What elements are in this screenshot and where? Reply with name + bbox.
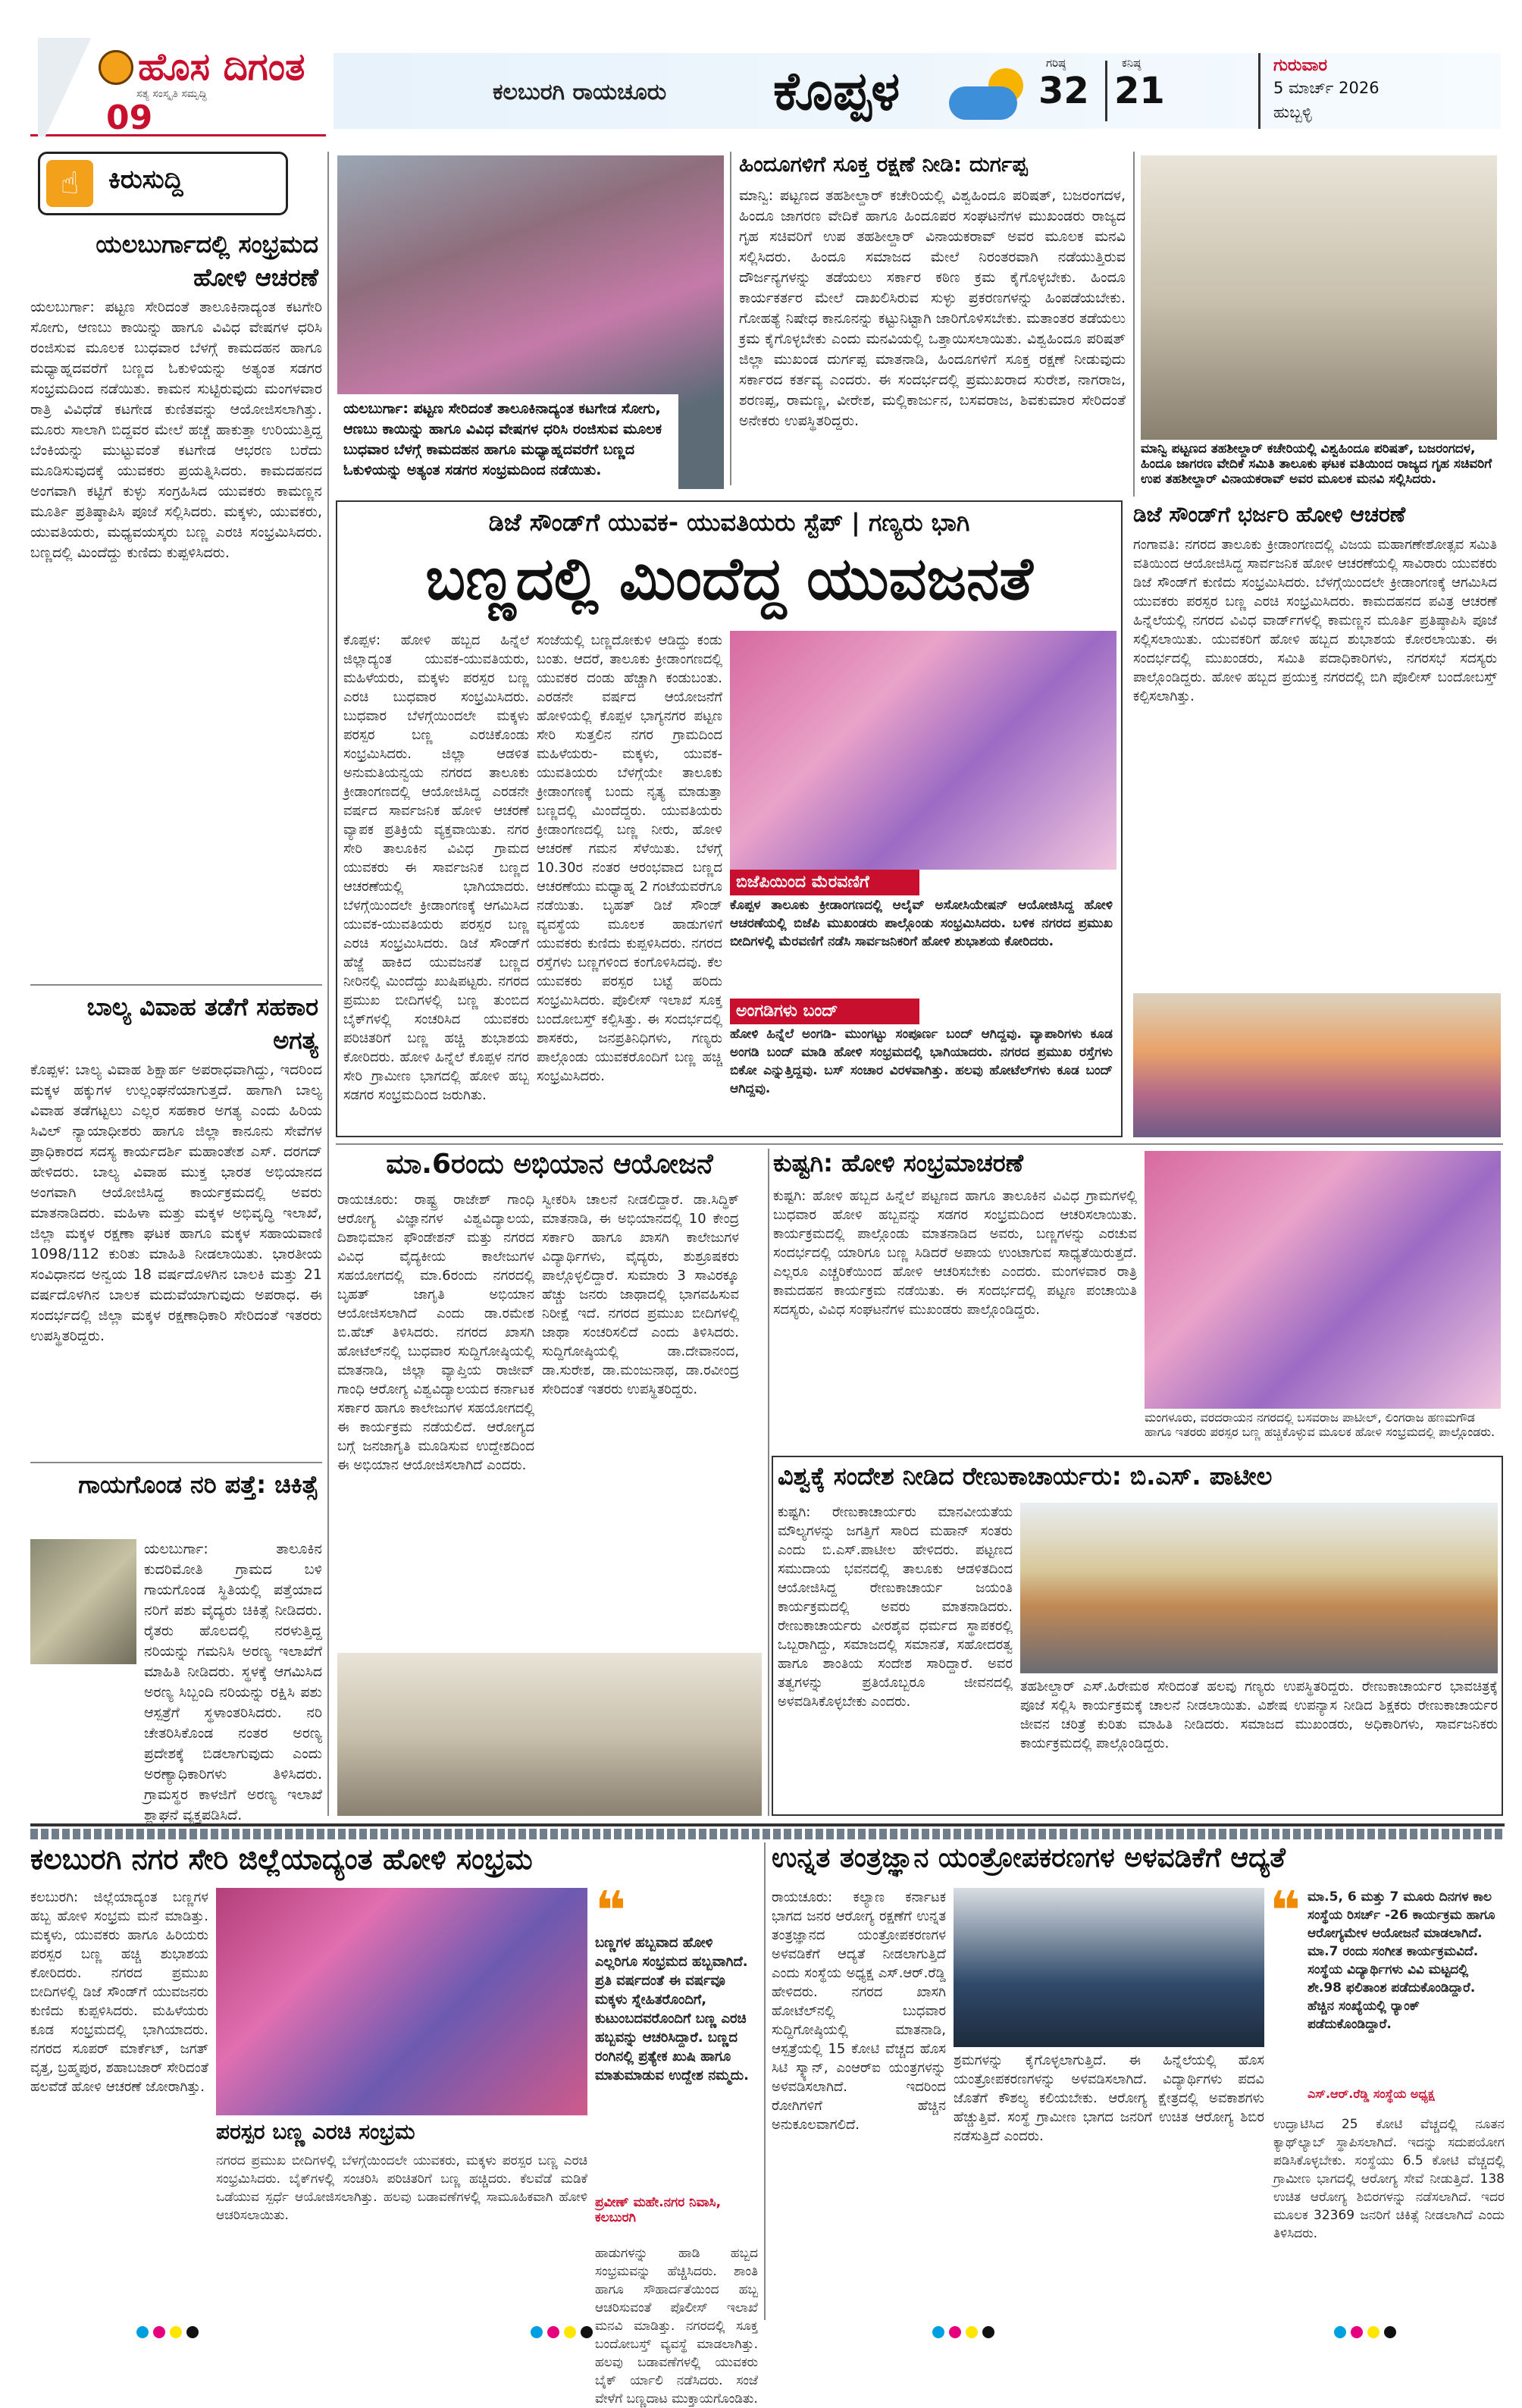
- masthead-band: [334, 53, 1501, 129]
- page-number: 09: [106, 99, 153, 137]
- briefs-label: ಕಿರುಸುದ್ದಿ: [108, 165, 183, 195]
- brief-divider: [30, 984, 322, 986]
- paper-tagline: ಸತ್ಯ ಸಂಸ್ಕೃತಿ ಸಮೃದ್ಧಿ: [136, 88, 207, 100]
- kushtagi-headline: ಕುಷ್ಟಗಿ: ಹೋಳಿ ಸಂಭ್ರಮಾಚರಣೆ: [773, 1149, 1023, 1177]
- column-rule: [1133, 152, 1135, 497]
- masthead-logo-bg: [30, 38, 326, 136]
- tech-quote-author: ಎಸ್.ಆರ್.ರೆಡ್ಡಿ ಸಂಸ್ಥೆಯ ಅಧ್ಯಕ್ಷ: [1307, 2087, 1435, 2101]
- column-rule: [327, 152, 329, 1816]
- briefs-label-box: [38, 152, 288, 215]
- manvi-photo: [1141, 155, 1497, 440]
- durgappa-text: ಮಾನ್ವಿ: ಪಟ್ಟಣದ ತಹಶೀಲ್ದಾರ್ ಕಚೇರಿಯಲ್ಲಿ ವಿಶ್ವಹಿಂದೂ ಪರಿಷತ್, ಬಜರಂಗದಳ, ಹಿಂದೂ ಜಾಗರಣ ವೇದಿಕೆ ಹಾಗೂ ಹಿಂದೂಪರ ಸಂಘಟನೆಗಳ ಮುಖಂಡರು ರಾಜ್ಯದ ಗೃಹ ಸಚಿವರಿಗೆ ಉಪ ತಹಶೀಲ್ದಾರ್ ವಿನಾಯಕರಾವ್ ಅವರ ಮೂಲಕ ಮನವಿ ಸಲ್ಲಿಸಿದರು. ಹಿಂದೂ ಸಮಾಜದ ಮೇಲೆ ನಿರಂತರವಾಗಿ ನಡೆಯುತ್ತಿರುವ ದೌರ್ಜನ್ಯಗಳನ್ನು ತಡೆಯಲು ಸರ್ಕಾರ ಕಠಿಣ ಕ್ರಮ ಕೈಗೊಳ್ಳಬೇಕು. ಹಿಂದೂ ಕಾರ್ಯಕರ್ತರ ಮೇಲೆ ದಾಖಲಿಸಿರುವ ಸುಳ್ಳು ಪ್ರಕರಣಗಳನ್ನು ಹಿಂಪಡೆಯಬೇಕು. ಗೋಹತ್ಯೆ ನಿಷೇಧ ಕಾನೂನನ್ನು ಕಟ್ಟುನಿಟ್ಟಾಗಿ ಜಾರಿಗೊಳಿಸಬೇಕು. ಮತಾಂತರ ತಡೆಯಲು ಕ್ರಮ ಕೈಗೊಳ್ಳಬೇಕು ಎಂದು ಮನವಿಯಲ್ಲಿ ಒತ್ತಾಯಿಸಲಾಯಿತು. ವಿಶ್ವಹಿಂದೂ ಪರಿಷತ್ ಜಿಲ್ಲಾ ಮುಖಂಡ ದುರ್ಗಪ್ಪ ಮಾತನಾಡಿ, ಹಿಂದೂಗಳಿಗೆ ಸೂಕ್ತ ರಕ್ಷಣೆ ನೀಡುವುದು ಸರ್ಕಾರದ ಕರ್ತವ್ಯ ಎಂದರು. ಈ ಸಂದರ್ಭದಲ್ಲಿ ಪ್ರಮುಖರಾದ ಸುರೇಶ, ನಾಗರಾಜ, ಶರಣಪ್ಪ, ರಾಮಣ್ಣ, ವೀರೇಶ, ಮಲ್ಲಿಕಾರ್ಜುನ, ಬಸವರಾಜ, ಶಿವಕುಮಾರ ಸೇರಿದಂತೆ ಅನೇಕರು ಉಪಸ್ಥಿತರಿದ್ದರು.: [739, 187, 1126, 429]
- renukacharya-col2: ತಹಶೀಲ್ದಾರ್ ಎಸ್.ಹಿರೇಮಠ ಸೇರಿದಂತೆ ಹಲವು ಗಣ್ಯರು ಉಪಸ್ಥಿತರಿದ್ದರು. ರೇಣುಕಾಚಾರ್ಯರ ಭಾವಚಿತ್ರಕ್ಕೆ ಪೂಜೆ ಸಲ್ಲಿಸಿ ಕಾರ್ಯಕ್ರಮಕ್ಕೆ ಚಾಲನೆ ನೀಡಲಾಯಿತು. ವಿಶೇಷ ಉಪನ್ಯಾಸ ನೀಡಿದ ಶಿಕ್ಷಕರು ರೇಣುಕಾಚಾರ್ಯರ ಜೀವನ ಚರಿತ್ರೆ ಕುರಿತು ಮಾಹಿತಿ ನೀಡಿದರು. ಸಮಾಜದ ಮುಖಂಡರು, ಅಧಿಕಾರಿಗಳು, ಸಾರ್ವಜನಿಕರು ಕಾರ್ಯಕ್ರಮದಲ್ಲಿ ಪಾಲ್ಗೊಂಡಿದ್ದರು.: [1020, 1679, 1498, 1751]
- column-rule: [768, 1149, 769, 1816]
- bottom-banner: [30, 1829, 1505, 1839]
- campaign-headline: ಮಾ.6ರಂದು ಅಭಿಯಾನ ಆಯೋಜನೆ: [386, 1149, 713, 1180]
- briefs-column: [30, 152, 322, 1823]
- kushtagi-text: ಕುಷ್ಟಗಿ: ಹೋಳಿ ಹಬ್ಬದ ಹಿನ್ನೆಲೆ ಪಟ್ಟಣದ ಹಾಗೂ ತಾಲೂಕಿನ ವಿವಿಧ ಗ್ರಾಮಗಳಲ್ಲಿ ಬುಧವಾರ ಹೋಳಿ ಹಬ್ಬವನ್ನು ಸಡಗರ ಸಂಭ್ರಮದಿಂದ ಆಚರಿಸಲಾಯಿತು. ಕಾರ್ಯಕ್ರಮದಲ್ಲಿ ಪಾಲ್ಗೊಂಡು ಮಾತನಾಡಿದ ಅವರು, ಬಣ್ಣಗಳನ್ನು ಎರಚುವ ಸಂದರ್ಭದಲ್ಲಿ ಯಾರಿಗೂ ಬಣ್ಣ ಸಿಡಿದರೆ ಅಪಾಯ ಉಂಟಾಗುವ ಸಾಧ್ಯತೆಯಿರುತ್ತದೆ. ಎಲ್ಲರೂ ಎಚ್ಚರಿಕೆಯಿಂದ ಹೋಳಿ ಆಚರಿಸಬೇಕು ಎಂದರು. ಮಂಗಳವಾರ ರಾತ್ರಿ ಕಾಮದಹನ ಕಾರ್ಯಕ್ರಮ ನಡೆಯಿತು. ಈ ಸಂದರ್ಭದಲ್ಲಿ ಪಟ್ಟಣ ಪಂಚಾಯಿತಿ ಸದಸ್ಯರು, ವಿವಿಧ ಸಂಘಟನೆಗಳ ಮುಖಂಡರು ಪಾಲ್ಗೊಂಡಿದ್ದರು.: [773, 1188, 1137, 1318]
- masthead-slant: [38, 38, 99, 136]
- kushtagi-caption: ಮಂಗಳೂರು, ವರದರಾಯನ ನಗರದಲ್ಲಿ ಬಸವರಾಜ ಪಾಟೀಲ್, ಲಿಂಗರಾಜ ಹಣಮಗೌಡ ಹಾಗೂ ಇತರರು ಪರಸ್ಪರ ಬಣ್ಣ ಹಚ್ಚಿಕೊಳ್ಳುವ ಮೂಲಕ ಹೋಳಿ ಸಂಭ್ರಮದಲ್ಲಿ ಪಾಲ್ಗೊಂಡರು.: [1145, 1410, 1501, 1456]
- quote-icon: ❝: [1270, 1880, 1301, 1942]
- kalaburagi-quote-author: ಪ್ರವೀಣ್ ಮಹೇ.ನಗರ ನಿವಾಸಿ, ಕಲಬುರಗಿ: [595, 2195, 722, 2225]
- brief1-title: ಯಲಬುರ್ಗಾದಲ್ಲಿ ಸಂಭ್ರಮದ ಹೋಳಿ ಆಚರಣೆ: [96, 230, 318, 292]
- main-col1: ಕೊಪ್ಪಳ: ಹೋಳಿ ಹಬ್ಬದ ಹಿನ್ನೆಲೆ ಜಿಲ್ಲಾದ್ಯಂತ ಯುವಕ-ಯುವತಿಯರು, ಮಹಿಳೆಯರು, ಮಕ್ಕಳು ಪರಸ್ಪರ ಬಣ್ಣ ಎರಚಿ ಬುಧವಾರ ಸಂಭ್ರಮಿಸಿದರು. ಬುಧವಾರ ಬೆಳಗ್ಗೆಯಿಂದಲೇ ಮಕ್ಕಳು ಪರಸ್ಪರ ಬಣ್ಣ ಎರಚಿಕೊಂಡು ಸಂಭ್ರಮಿಸಿದರು. ಜಿಲ್ಲಾ ಆಡಳಿತ ಅನುಮತಿಯನ್ವಯ ನಗರದ ತಾಲೂಕು ಕ್ರೀಡಾಂಗಣದಲ್ಲಿ ಆಯೋಜಿಸಿದ್ದ ಎರಡನೇ ವರ್ಷದ ಸಾರ್ವಜನಿಕ ಹೋಳಿ ಆಚರಣೆ ವ್ಯಾಪಕ ಪ್ರತಿಕ್ರಿಯೆ ವ್ಯಕ್ತವಾಯಿತು. ನಗರ ಸೇರಿ ತಾಲೂಕಿನ ವಿವಿಧ ಗ್ರಾಮದ ಯುವಕರು ಈ ಸಾರ್ವಜನಿಕ ಬಣ್ಣದ ಆಚರಣೆಯಲ್ಲಿ ಭಾಗಿಯಾದರು. ಬೆಳಗ್ಗೆಯಿಂದಲೇ ಕ್ರೀಡಾಂಗಣಕ್ಕೆ ಆಗಮಿಸಿದ ಯುವಕ-ಯುವತಿಯರು ಪರಸ್ಪರ ಬಣ್ಣ ಎರಚಿ ಸಂಭ್ರಮಿಸಿದರು. ಡಿಜೆ ಸೌಂಡ್‌ಗೆ ಹೆಜ್ಜೆ ಹಾಕಿದ ಯುವಜನತೆ ಬಣ್ಣದ ನೀರಿನಲ್ಲಿ ಮಿಂದೆದ್ದು ಖುಷಿಪಟ್ಟರು. ನಗರದ ಪ್ರಮುಖ ಬೀದಿಗಳಲ್ಲಿ ಬಣ್ಣ ತುಂಬಿದ ಬೈಕ್‌ಗಳಲ್ಲಿ ಸಂಚರಿಸಿದ ಯುವಕರು ಪರಿಚಿತರಿಗೆ ಬಣ್ಣ ಹಚ್ಚಿ ಶುಭಾಶಯ ಕೋರಿದರು. ಹೋಳಿ ಹಿನ್ನೆಲೆ ಕೊಪ್ಪಳ ನಗರ ಸೇರಿ ಗ್ರಾಮೀಣ ಭಾಗದಲ್ಲಿ ಹೋಳಿ ಹಬ್ಬ ಸಡಗರ ಸಂಭ್ರಮದಿಂದ ಜರುಗಿತು.: [343, 632, 529, 1103]
- kushtagi-photo: [1145, 1151, 1501, 1409]
- kalaburagi-col2: ಹಾಡುಗಳನ್ನು ಹಾಡಿ ಹಬ್ಬದ ಸಂಭ್ರಮವನ್ನು ಹೆಚ್ಚಿಸಿದರು. ಶಾಂತಿ ಹಾಗೂ ಸೌಹಾರ್ದತೆಯಿಂದ ಹಬ್ಬ ಆಚರಿಸುವಂತೆ ಪೊಲೀಸ್ ಇಲಾಖೆ ಮನವಿ ಮಾಡಿತ್ತು. ನಗರದಲ್ಲಿ ಸೂಕ್ತ ಬಂದೋಬಸ್ತ್ ವ್ಯವಸ್ಥೆ ಮಾಡಲಾಗಿತ್ತು. ಹಲವು ಬಡಾವಣೆಗಳಲ್ಲಿ ಯುವಕರು ಬೈಕ್ ರ್ಯಾಲಿ ನಡೆಸಿದರು. ಸಂಜೆ ವೇಳೆಗೆ ಬಣ್ಣದಾಟ ಮುಕ್ತಾಯಗೊಂಡಿತು.: [595, 2246, 758, 2406]
- registration-marks: [136, 2326, 243, 2343]
- kalaburagi-photo-label: ಪರಸ್ಪರ ಬಣ್ಣ ಎರಚಿ ಸಂಭ್ರಮ: [216, 2119, 415, 2144]
- renukacharya-headline: ವಿಶ್ವಕ್ಕೆ ಸಂದೇಶ ನೀಡಿದ ರೇಣುಕಾಚಾರ್ಯರು: ಬಿ.ಎಸ್. ಪಾಟೀಲ: [778, 1462, 1273, 1491]
- column-rule: [764, 1842, 766, 2320]
- tech-photo: [954, 1888, 1264, 2047]
- logo-emblem-icon: [99, 50, 133, 85]
- renukacharya-photo: [1020, 1503, 1498, 1673]
- masthead: [30, 38, 1501, 144]
- city-name: ಕೊಪ್ಪಳ: [773, 60, 900, 122]
- campaign-col2: ಸ್ವೀಕರಿಸಿ ಚಾಲನೆ ನೀಡಲಿದ್ದಾರೆ. ಡಾ.ಸಿದ್ಧಿಕ್ ಮಾತನಾಡಿ, ಈ ಅಭಿಯಾನದಲ್ಲಿ 10 ಕೇಂದ್ರ ಸರ್ಕಾರಿ ಹಾಗೂ ಖಾಸಗಿ ಕಾಲೇಜುಗಳ ವಿದ್ಯಾರ್ಥಿಗಳು, ವೈದ್ಯರು, ಶುಶ್ರೂಷಕರು ಪಾಲ್ಗೊಳ್ಳಲಿದ್ದಾರೆ. ಸುಮಾರು 3 ಸಾವಿರಕ್ಕೂ ಹೆಚ್ಚು ಜನರು ಜಾಥಾದಲ್ಲಿ ಭಾಗವಹಿಸುವ ನಿರೀಕ್ಷೆ ಇದೆ. ನಗರದ ಪ್ರಮುಖ ಬೀದಿಗಳಲ್ಲಿ ಜಾಥಾ ಸಂಚರಿಸಲಿದೆ ಎಂದು ತಿಳಿಸಿದರು. ಸುದ್ದಿಗೋಷ್ಠಿಯಲ್ಲಿ ಡಾ.ದೇವಾನಂದ, ಡಾ.ಸುರೇಶ, ಡಾ.ಮಂಜುನಾಥ, ಡಾ.ರವೀಂದ್ರ ಸೇರಿದಂತೆ ಇತರರು ಉಪಸ್ಥಿತರಿದ್ದರು.: [542, 1192, 739, 1397]
- kalaburagi-quote: ಬಣ್ಣಗಳ ಹಬ್ಬವಾದ ಹೋಳಿ ಎಲ್ಲರಿಗೂ ಸಂಭ್ರಮದ ಹಬ್ಬವಾಗಿದೆ. ಪ್ರತಿ ವರ್ಷದಂತೆ ಈ ವರ್ಷವೂ ಮಕ್ಕಳು ಸ್ನೇಹಿತರೊಂದಿಗೆ, ಕುಟುಂಬದವರೊಂದಿಗೆ ಬಣ್ಣ ಎರಚಿ ಹಬ್ಬವನ್ನು ಆಚರಿಸಿದ್ದಾರೆ. ಬಣ್ಣದ ರಂಗಿನಲ್ಲಿ ಪ್ರತ್ಯೇಕ ಖುಷಿ ಹಾಗೂ ಮಾತುಮಾಡುವ ಉದ್ದೇಶ ನಮ್ಮದು.: [595, 1935, 749, 2083]
- tech-headline: ಉನ್ನತ ತಂತ್ರಜ್ಞಾನ ಯಂತ್ರೋಪಕರಣಗಳ ಅಳವಡಿಕೆಗೆ ಆದ್ಯತೆ: [772, 1842, 1286, 1873]
- section-divider: [336, 1143, 1503, 1145]
- paper-name: ಹೊಸ ದಿಗಂತ: [138, 44, 305, 89]
- kalaburagi-photo-text: ನಗರದ ಪ್ರಮುಖ ಬೀದಿಗಳಲ್ಲಿ ಬೆಳಗ್ಗೆಯಿಂದಲೇ ಯುವಕರು, ಮಕ್ಕಳು ಪರಸ್ಪರ ಬಣ್ಣ ಎರಚಿ ಸಂಭ್ರಮಿಸಿದರು. ಬೈಕ್‌ಗಳಲ್ಲಿ ಸಂಚರಿಸಿ ಪರಿಚಿತರಿಗೆ ಬಣ್ಣ ಹಚ್ಚಿದರು. ಕೆಲವೆಡೆ ಮಡಿಕೆ ಒಡೆಯುವ ಸ್ಪರ್ಧೆ ಆಯೋಜಿಸಲಾಗಿತ್ತು. ಹಲವು ಬಡಾವಣೆಗಳಲ್ಲಿ ಸಾಮೂಹಿಕವಾಗಿ ಹೋಳಿ ಆಚರಿಸಲಾಯಿತು.: [216, 2153, 587, 2223]
- gangavati-text: ಗಂಗಾವತಿ: ನಗರದ ತಾಲೂಕು ಕ್ರೀಡಾಂಗಣದಲ್ಲಿ ವಿಜಯ ಮಹಾಗಣೇಶೋತ್ಸವ ಸಮಿತಿ ವತಿಯಿಂದ ಆಯೋಜಿಸಿದ್ದ ಸಾರ್ವಜನಿಕ ಹೋಳಿ ಆಚರಣೆಯಲ್ಲಿ ಸಾವಿರಾರು ಯುವಕರು ಡಿಜೆ ಸೌಂಡ್‌ಗೆ ಕುಣಿದು ಸಂಭ್ರಮಿಸಿದರು. ಬೆಳಗ್ಗೆಯಿಂದಲೇ ಕ್ರೀಡಾಂಗಣಕ್ಕೆ ಆಗಮಿಸಿದ ಯುವಕರು ಪರಸ್ಪರ ಬಣ್ಣ ಎರಚಿ ಸಂಭ್ರಮಿಸಿದರು. ಕಾಮದಹನದ ಪವಿತ್ರ ಆಚರಣೆ ಹಿನ್ನೆಲೆಯಲ್ಲಿ ನಗರದ ವಿವಿಧ ವಾರ್ಡ್‌ಗಳಲ್ಲಿ ಕಾಮಣ್ಣನ ಮೂರ್ತಿ ಪ್ರತಿಷ್ಠಾಪಿಸಿ ಪೂಜೆ ಸಲ್ಲಿಸಲಾಯಿತು. ಯುವಕರಿಗೆ ಹೋಳಿ ಹಬ್ಬದ ಶುಭಾಶಯ ಕೋರಲಾಯಿತು. ಈ ಸಂದರ್ಭದಲ್ಲಿ ಮುಖಂಡರು, ಸಮಿತಿ ಪದಾಧಿಕಾರಿಗಳು, ನಗರಸಭೆ ಸದಸ್ಯರು ಪಾಲ್ಗೊಂಡಿದ್ದರು. ಹೋಳಿ ಹಬ್ಬದ ಪ್ರಯುಕ್ತ ನಗರದಲ್ಲಿ ಬಿಗಿ ಪೊಲೀಸ್ ಬಂದೋಬಸ್ತ್ ಕಲ್ಪಿಸಲಾಗಿತ್ತು.: [1133, 537, 1497, 704]
- section-divider: [30, 1823, 1505, 1826]
- temp-divider: [1105, 61, 1107, 121]
- tech-quote: ಮಾ.5, 6 ಮತ್ತು 7 ಮೂರು ದಿನಗಳ ಕಾಲ ಸಂಸ್ಥೆಯ ರಿಸರ್ಚ್ -26 ಕಾರ್ಯಕ್ರಮ ಹಾಗೂ ಆರೋಗ್ಯಮೇಳ ಆಯೋಜನೆ ಮಾಡಲಾಗಿದೆ. ಮಾ.7 ರಂದು ಸಂಗೀತ ಕಾರ್ಯಕ್ರಮವಿದೆ. ಸಂಸ್ಥೆಯ ವಿದ್ಯಾರ್ಥಿಗಳು ವಿವಿ ಮಟ್ಟದಲ್ಲಿ ಶೇ.98 ಫಲಿತಾಂಶ ಪಡೆದುಕೊಂಡಿದ್ದಾರೆ. ಹೆಚ್ಚಿನ ಸಂಖ್ಯೆಯಲ್ಲಿ ರ‍್ಯಾಂಕ್ ಪಡೆದುಕೊಂಡಿದ್ದಾರೆ.: [1307, 1889, 1495, 2032]
- kalaburagi-col1: ಕಲಬುರಗಿ: ಜಿಲ್ಲೆಯಾದ್ಯಂತ ಬಣ್ಣಗಳ ಹಬ್ಬ ಹೋಳಿ ಸಂಭ್ರಮ ಮನೆ ಮಾಡಿತ್ತು. ಮಕ್ಕಳು, ಯುವಕರು ಹಾಗೂ ಹಿರಿಯರು ಪರಸ್ಪರ ಬಣ್ಣ ಹಚ್ಚಿ ಶುಭಾಶಯ ಕೋರಿದರು. ನಗರದ ಪ್ರಮುಖ ಬೀದಿಗಳಲ್ಲಿ ಡಿಜೆ ಸೌಂಡ್‌ಗೆ ಯುವಜನರು ಕುಣಿದು ಕುಪ್ಪಳಿಸಿದರು. ಮಹಿಳೆಯರು ಕೂಡ ಸಂಭ್ರಮದಲ್ಲಿ ಭಾಗಿಯಾದರು. ನಗರದ ಸೂಪರ್ ಮಾರ್ಕೆಟ್, ಜಗತ್ ವೃತ್ತ, ಬ್ರಹ್ಮಪುರ, ಶಹಾಬಜಾರ್ ಸೇರಿದಂತೆ ಹಲವೆಡೆ ಹೋಳಿ ಆಚರಣೆ ಜೋರಾಗಿತ್ತು.: [30, 1889, 208, 2095]
- brief3-text: ಯಲಬುರ್ಗಾ: ತಾಲೂಕಿನ ಕುದರಿಮೋತಿ ಗ್ರಾಮದ ಬಳಿ ಗಾಯಗೊಂಡ ಸ್ಥಿತಿಯಲ್ಲಿ ಪತ್ತೆಯಾದ ನರಿಗೆ ಪಶು ವೈದ್ಯರು ಚಿಕಿತ್ಸೆ ನೀಡಿದರು. ರೈತರು ಹೊಲದಲ್ಲಿ ನರಳುತ್ತಿದ್ದ ನರಿಯನ್ನು ಗಮನಿಸಿ ಅರಣ್ಯ ಇಲಾಖೆಗೆ ಮಾಹಿತಿ ನೀಡಿದರು. ಸ್ಥಳಕ್ಕೆ ಆಗಮಿಸಿದ ಅರಣ್ಯ ಸಿಬ್ಬಂದಿ ನರಿಯನ್ನು ರಕ್ಷಿಸಿ ಪಶು ಆಸ್ಪತ್ರೆಗೆ ಸ್ಥಳಾಂತರಿಸಿದರು. ನರಿ ಚೇತರಿಸಿಕೊಂಡ ನಂತರ ಅರಣ್ಯ ಪ್ರದೇಶಕ್ಕೆ ಬಿಡಲಾಗುವುದು ಎಂದು ಅರಣ್ಯಾಧಿಕಾರಿಗಳು ತಿಳಿಸಿದರು. ಗ್ರಾಮಸ್ಥರ ಕಾಳಜಿಗೆ ಅರಣ್ಯ ಇಲಾಖೆ ಶ್ಲಾಘನೆ ವ್ಯಕ್ತಪಡಿಸಿದೆ.: [144, 1541, 322, 1823]
- registration-marks: [1334, 2326, 1440, 2343]
- renukacharya-col1: ಕುಷ್ಟಗಿ: ರೇಣುಕಾಚಾರ್ಯರು ಮಾನವೀಯತೆಯ ಮೌಲ್ಯಗಳನ್ನು ಜಗತ್ತಿಗೆ ಸಾರಿದ ಮಹಾನ್ ಸಂತರು ಎಂದು ಬಿ.ಎಸ್.ಪಾಟೀಲ ಹೇಳಿದರು. ಪಟ್ಟಣದ ಸಮುದಾಯ ಭವನದಲ್ಲಿ ತಾಲೂಕು ಆಡಳಿತದಿಂದ ಆಯೋಜಿಸಿದ್ದ ರೇಣುಕಾಚಾರ್ಯ ಜಯಂತಿ ಕಾರ್ಯಕ್ರಮದಲ್ಲಿ ಅವರು ಮಾತನಾಡಿದರು. ರೇಣುಕಾಚಾರ್ಯರು ವೀರಶೈವ ಧರ್ಮದ ಸ್ಥಾಪಕರಲ್ಲಿ ಒಬ್ಬರಾಗಿದ್ದು, ಸಮಾಜದಲ್ಲಿ ಸಮಾನತೆ, ಸಹೋದರತ್ವ ಹಾಗೂ ಶಾಂತಿಯ ಸಂದೇಶ ಸಾರಿದ್ದಾರೆ. ಅವರ ತತ್ವಗಳನ್ನು ಪ್ರತಿಯೊಬ್ಬರೂ ಜೀವನದಲ್ಲಿ ಅಳವಡಿಸಿಕೊಳ್ಳಬೇಕು ಎಂದರು.: [778, 1504, 1013, 1710]
- region-label: ಕಲಬುರಗಿ ರಾಯಚೂರು: [493, 79, 667, 105]
- kalaburagi-photo: [216, 1888, 587, 2115]
- registration-marks: [531, 2326, 637, 2343]
- brief-divider: [30, 1462, 322, 1463]
- top-photo-caption: ಯಲಬುರ್ಗಾ: ಪಟ್ಟಣ ಸೇರಿದಂತೆ ತಾಲೂಕಿನಾದ್ಯಂತ ಕಟಗೇಡ ಸೋಗು, ಆಣಬು ಕಾಯಿನ್ನು ಹಾಗೂ ವಿವಿಧ ವೇಷಗಳ ಧರಿಸಿ ರಂಜಿಸುವ ಮೂಲಕ ಬುಧವಾರ ಬೆಳಗ್ಗೆ ಕಾಮದಹನ ಹಾಗೂ ಮಧ್ಯಾಹ್ನದವರೆಗೆ ಬಣ್ಣದ ಓಕುಳಿಯನ್ನು ಅತ್ಯಂತ ಸಡಗರ ಸಂಭ್ರಮದಿಂದ ನಡೆಯಿತು.: [337, 394, 678, 512]
- kalaburagi-headline: ಕಲಬುರಗಿ ನಗರ ಸೇರಿ ಜಿಲ್ಲೆಯಾದ್ಯಂತ ಹೋಳಿ ಸಂಭ್ರಮ: [30, 1842, 533, 1876]
- bjp-text: ಕೊಪ್ಪಳ ತಾಲೂಕು ಕ್ರೀಡಾಂಗಣದಲ್ಲಿ ಆಲೈವ್ ಅಸೋಸಿಯೇಷನ್ ಆಯೋಜಿಸಿದ್ದ ಹೋಳಿ ಆಚರಣೆಯಲ್ಲಿ ಬಿಜೆಪಿ ಮುಖಂಡರು ಪಾಲ್ಗೊಂಡು ಸಂಭ್ರಮಿಸಿದರು. ಬಳಿಕ ನಗರದ ಪ್ರಮುಖ ಬೀದಿಗಳಲ್ಲಿ ಮೆರವಣಿಗೆ ನಡೆಸಿ ಸಾರ್ವಜನಿಕರಿಗೆ ಹೋಳಿ ಶುಭಾಶಯ ಕೋರಿದರು.: [730, 898, 1113, 949]
- column-rule: [730, 152, 731, 485]
- main-holi-photo: [730, 631, 1116, 870]
- brief1-text: ಯಲಬುರ್ಗಾ: ಪಟ್ಟಣ ಸೇರಿದಂತೆ ತಾಲೂಕಿನಾದ್ಯಂತ ಕಟಗೇರಿ ಸೋಗು, ಆಣಬು ಕಾಯಿನ್ನು ಹಾಗೂ ವಿವಿಧ ವೇಷಗಳ ಧರಿಸಿ ರಂಜಿಸುವ ಮೂಲಕ ಬುಧವಾರ ಬೆಳಗ್ಗೆ ಕಾಮದಹನ ಹಾಗೂ ಮಧ್ಯಾಹ್ನದವರೆಗೆ ಬಣ್ಣದ ಓಕುಳಿಯನ್ನು ಅತ್ಯಂತ ಸಡಗರ ಸಂಭ್ರಮದಿಂದ ನಡೆಯಿತು. ಕಾಮನ ಸುಟ್ಟಿರುವುದು ಮಂಗಳವಾರ ರಾತ್ರಿ ವಿವಿಧೆಡೆ ಕಟಗೇಡ ಕುಣಿತವನ್ನು ಆಯೋಜಿಸಲಾಗಿತ್ತು. ಮೂರು ಸಾಲಾಗಿ ಬಿದ್ದವರ ಮೇಲೆ ಹಚ್ಚೆ ಹಾಕುತ್ತಾ ಉರಿಯುತ್ತಿದ್ದ ಬೆಂಕಿಯನ್ನು ಮುಟ್ಟುವಂತೆ ಕಟಗೇಡ ಆಭರಣ ಬರೆದು ಮೂಡಿಸುವುದಕ್ಕೆ ಯುವಕರು ಪ್ರಯತ್ನಿಸಿದರು. ಕಾಮದಹನದ ಅಂಗವಾಗಿ ಕಟ್ಟಿಗೆ ಕುಳ್ಳು ಸಂಗ್ರಹಿಸಿದ ಯುವಕರು ಕಾಮಣ್ಣನ ಮೂರ್ತಿ ಪ್ರತಿಷ್ಠಾಪಿಸಿ ಪೂಜೆ ಸಲ್ಲಿಸಿದರು. ಮಕ್ಕಳು, ಯುವಕರು, ಯುವತಿಯರು, ಮಧ್ಯವಯಸ್ಕರು ಬಣ್ಣ ಎರಚಿ ಸಂಭ್ರಮಿಸಿದರು. ಬಣ್ಣದಲ್ಲಿ ಮಿಂದೆದ್ದು ಕುಣಿದು ಕುಪ್ಪಳಿಸಿದರು.: [30, 299, 322, 561]
- max-temp-label: ಗರಿಷ್ಠ: [1046, 56, 1066, 70]
- shops-text: ಹೋಳಿ ಹಿನ್ನೆಲೆ ಅಂಗಡಿ- ಮುಂಗಟ್ಟು ಸಂಪೂರ್ಣ ಬಂದ್ ಆಗಿದ್ದವು. ವ್ಯಾಪಾರಿಗಳು ಕೂಡ ಅಂಗಡಿ ಬಂದ್ ಮಾಡಿ ಹೋಳಿ ಸಂಭ್ರಮದಲ್ಲಿ ಭಾಗಿಯಾದರು. ನಗರದ ಪ್ರಮುಖ ರಸ್ತೆಗಳು ಬಿಕೋ ಎನ್ನುತ್ತಿದ್ದವು. ಬಸ್ ಸಂಚಾರ ವಿರಳವಾಗಿತ್ತು. ಹಲವು ಹೋಟೆಲ್‌ಗಳು ಕೂಡ ಬಂದ್ ಆಗಿದ್ದವು.: [730, 1027, 1113, 1096]
- gangavati-headline: ಡಿಜೆ ಸೌಂಡ್‌ಗೆ ಭರ್ಜರಿ ಹೋಳಿ ಆಚರಣೆ: [1133, 502, 1406, 527]
- manvi-caption: ಮಾನ್ವಿ ಪಟ್ಟಣದ ತಹಶೀಲ್ದಾರ್ ಕಚೇರಿಯಲ್ಲಿ ವಿಶ್ವಹಿಂದೂ ಪರಿಷತ್, ಬಜರಂಗದಳ, ಹಿಂದೂ ಜಾಗರಣ ವೇದಿಕೆ ಸಮಿತಿ ತಾಲೂಕು ಘಟಕ ವತಿಯಿಂದ ರಾಜ್ಯದ ಗೃಹ ಸಚಿವರಿಗೆ ಉಪ ತಹಶೀಲ್ದಾರ್ ವಿನಾಯಕರಾವ್ ಅವರ ಮೂಲಕ ಮನವಿ ಸಲ್ಲಿಸಿದರು.: [1141, 441, 1497, 502]
- main-kicker: ಡಿಜೆ ಸೌಂಡ್‌ಗೆ ಯುವಕ- ಯುವತಿಯರು ಸ್ಟೆಪ್ | ಗಣ್ಯರು ಭಾಗಿ: [488, 508, 970, 537]
- main-col2: ಸಂಜೆಯಲ್ಲಿ ಬಣ್ಣದೋಕುಳಿ ಆಡಿದ್ದು ಕಂಡು ಬಂತು. ಆದರೆ, ತಾಲೂಕು ಕ್ರೀಡಾಂಗಣದಲ್ಲಿ ಯುವಕರ ದಂಡು ಹೆಚ್ಚಾಗಿ ಕಂಡುಬಂತು. ಎರಡನೇ ವರ್ಷದ ಆಯೋಜನೆಗೆ ಹೋಳಿಯಲ್ಲಿ ಕೊಪ್ಪಳ ಭಾಗ್ಯನಗರ ಪಟ್ಟಣ ಸೇರಿ ಸುತ್ತಲಿನ ನಗರ ಗ್ರಾಮದಿಂದ ಮಹಿಳೆಯರು- ಮಕ್ಕಳು, ಯುವಕ-ಯುವತಿಯರು ಬೆಳಗ್ಗೆಯೇ ತಾಲೂಕು ಕ್ರೀಡಾಂಗಣಕ್ಕೆ ಬಂದು ನೃತ್ಯ ಮಾಡುತ್ತಾ ಬಣ್ಣದಲ್ಲಿ ಮಿಂದೆದ್ದರು. ಯುವತಿಯರು ಕ್ರೀಡಾಂಗಣದಲ್ಲಿ ಬಣ್ಣ ನೀರು, ಹೋಳಿ ಆಚರಣೆ ಗಮನ ಸೆಳೆಯಿತು. ಬೆಳಗ್ಗೆ 10.30ರ ನಂತರ ಆರಂಭವಾದ ಬಣ್ಣದ ಆಚರಣೆಯು ಮಧ್ಯಾಹ್ನ 2 ಗಂಟೆಯವರೆಗೂ ನಡೆಯಿತು. ಬೃಹತ್ ಡಿಜೆ ಸೌಂಡ್ ವ್ಯವಸ್ಥೆಯ ಮೂಲಕ ಹಾಡುಗಳಿಗೆ ಯುವಕರು ಕುಣಿದು ಕುಪ್ಪಳಿಸಿದರು. ನಗರದ ರಸ್ತೆಗಳು ಬಣ್ಣಗಳಿಂದ ಕಂಗೊಳಿಸಿದವು. ಕೆಲ ಯುವಕರು ಪರಸ್ಪರ ಬಟ್ಟೆ ಹರಿದು ಸಂಭ್ರಮಿಸಿದರು. ಪೊಲೀಸ್ ಇಲಾಖೆ ಸೂಕ್ತ ಬಂದೋಬಸ್ತ್ ಕಲ್ಪಿಸಿತ್ತು. ಈ ಸಂದರ್ಭದಲ್ಲಿ ಶಾಸಕರು, ಜನಪ್ರತಿನಿಧಿಗಳು, ಗಣ್ಯರು ಪಾಲ್ಗೊಂಡು ಯುವಕರೊಂದಿಗೆ ಬಣ್ಣ ಹಚ್ಚಿ ಸಂಭ್ರಮಿಸಿದರು.: [537, 632, 722, 1084]
- main-headline: ಬಣ್ಣದಲ್ಲಿ ಮಿಂದೆದ್ದ ಯುವಜನತೆ: [425, 545, 1033, 613]
- weather-cloud-icon: [949, 68, 1032, 121]
- tech-col3: ಉದ್ಘಾಟಿಸಿದ 25 ಕೋಟಿ ವೆಚ್ಚದಲ್ಲಿ ನೂತನ ಕ್ಯಾಥ್‌ಲ್ಯಾಬ್ ಸ್ಥಾಪಿಸಲಾಗಿದೆ. ಇದನ್ನು ಸದುಪಯೋಗ ಪಡಿಸಿಕೊಳ್ಳಬೇಕು. ಸಂಸ್ಥೆಯು 6.5 ಕೋಟಿ ವೆಚ್ಚದಲ್ಲಿ ಗ್ರಾಮೀಣ ಭಾಗದಲ್ಲಿ ಆರೋಗ್ಯ ಸೇವೆ ನೀಡುತ್ತಿದೆ. 138 ಉಚಿತ ಆರೋಗ್ಯ ಶಿಬಿರಗಳನ್ನು ನಡೆಸಲಾಗಿದೆ. ಇದರ ಮೂಲಕ 32369 ಜನರಿಗೆ ಚಿಕಿತ್ಸೆ ನೀಡಲಾಗಿದೆ ಎಂದು ತಿಳಿಸಿದರು.: [1273, 2117, 1505, 2241]
- min-temp: 21: [1114, 70, 1165, 112]
- registration-marks: [932, 2326, 1038, 2343]
- gangavati-photo: [1133, 993, 1501, 1137]
- brief2-title: ಬಾಲ್ಯ ವಿವಾಹ ತಡೆಗೆ ಸಹಕಾರ ಅಗತ್ಯ: [86, 992, 318, 1055]
- issue-day: ಗುರುವಾರ: [1273, 56, 1328, 75]
- tech-col2: ಶ್ರಮಗಳನ್ನು ಕೈಗೊಳ್ಳಲಾಗುತ್ತಿದೆ. ಈ ಹಿನ್ನೆಲೆಯಲ್ಲಿ ಹೊಸ ಯಂತ್ರೋಪಕರಣಗಳನ್ನು ಅಳವಡಿಸಲಾಗಿದೆ. ವಿದ್ಯಾರ್ಥಿಗಳು ಪದವಿ ಜೊತೆಗೆ ಕೌಶಲ್ಯ ಕಲಿಯಬೇಕು. ಆರೋಗ್ಯ ಕ್ಷೇತ್ರದಲ್ಲಿ ಅವಕಾಶಗಳು ಹೆಚ್ಚುತ್ತಿವೆ. ಸಂಸ್ಥೆ ಗ್ರಾಮೀಣ ಭಾಗದ ಜನರಿಗೆ ಉಚಿತ ಆರೋಗ್ಯ ಶಿಬಿರ ನಡೆಸುತ್ತಿದೆ ಎಂದರು.: [954, 2052, 1264, 2144]
- brief2-text: ಕೊಪ್ಪಳ: ಬಾಲ್ಯ ವಿವಾಹ ಶಿಕ್ಷಾರ್ಹ ಅಪರಾಧವಾಗಿದ್ದು, ಇದರಿಂದ ಮಕ್ಕಳ ಹಕ್ಕುಗಳ ಉಲ್ಲಂಘನೆಯಾಗುತ್ತದೆ. ಹಾಗಾಗಿ ಬಾಲ್ಯ ವಿವಾಹ ತಡೆಗಟ್ಟಲು ಎಲ್ಲರ ಸಹಕಾರ ಅಗತ್ಯ ಎಂದು ಹಿರಿಯ ಸಿವಿಲ್ ನ್ಯಾಯಾಧೀಶರು ಹಾಗೂ ಜಿಲ್ಲಾ ಕಾನೂನು ಸೇವೆಗಳ ಪ್ರಾಧಿಕಾರದ ಸದಸ್ಯ ಕಾರ್ಯದರ್ಶಿ ಮಹಾಂತೇಶ ಎಸ್. ದರಗದ್ ಹೇಳಿದರು. ಬಾಲ್ಯ ವಿವಾಹ ಮುಕ್ತ ಭಾರತ ಅಭಿಯಾನದ ಅಂಗವಾಗಿ ಆಯೋಜಿಸಿದ್ದ ಕಾರ್ಯಕ್ರಮದಲ್ಲಿ ಅವರು ಮಾತನಾಡಿದರು. ಮಹಿಳಾ ಮತ್ತು ಮಕ್ಕಳ ಅಭಿವೃದ್ಧಿ ಇಲಾಖೆ, ಜಿಲ್ಲಾ ಮಕ್ಕಳ ರಕ್ಷಣಾ ಘಟಕ ಹಾಗೂ ಮಕ್ಕಳ ಸಹಾಯವಾಣಿ 1098/112 ಕುರಿತು ಮಾಹಿತಿ ನೀಡಲಾಯಿತು. ಭಾರತೀಯ ಸಂವಿಧಾನದ ಅನ್ವಯ 18 ವರ್ಷದೊಳಗಿನ ಬಾಲಕಿ ಮತ್ತು 21 ವರ್ಷದೊಳಗಿನ ಬಾಲಕ ಮದುವೆಯಾಗುವುದು ಅಪರಾಧ. ಈ ಸಂದರ್ಭದಲ್ಲಿ ಜಿಲ್ಲಾ ಮಕ್ಕಳ ರಕ್ಷಣಾಧಿಕಾರಿ ಸೇರಿದಂತೆ ಇತರರು ಉಪಸ್ಥಿತರಿದ್ದರು.: [30, 1061, 322, 1344]
- max-temp: 32: [1038, 70, 1089, 112]
- bjp-label: ಬಿಜೆಪಿಯಿಂದ ಮೆರವಣಿಗೆ: [730, 870, 919, 895]
- brief3-title: ಗಾಯಗೊಂಡ ನರಿ ಪತ್ತೆ: ಚಿಕಿತ್ಸೆ: [78, 1470, 318, 1499]
- main-story: [336, 500, 1123, 1137]
- press-meet-photo: [337, 1653, 762, 1816]
- quote-icon: ❝: [595, 1880, 627, 1942]
- hand-icon: ☝: [46, 160, 93, 207]
- edition-name: ಹುಬ್ಬಳ್ಳಿ: [1273, 103, 1312, 121]
- cloud-shape: [949, 86, 1017, 120]
- durgappa-headline: ಹಿಂದೂಗಳಿಗೆ ಸೂಕ್ತ ರಕ್ಷಣೆ ನೀಡಿ: ದುರ್ಗಪ್ಪ: [739, 152, 1028, 177]
- issue-date: 5 ಮಾರ್ಚ್ 2026: [1273, 79, 1380, 97]
- renukacharya-story: [772, 1456, 1503, 1816]
- min-temp-label: ಕನಿಷ್ಠ: [1122, 56, 1142, 70]
- masthead-divider: [1258, 53, 1261, 129]
- campaign-col1: ರಾಯಚೂರು: ರಾಷ್ಟ್ರ ರಾಜೇಶ್ ಗಾಂಧಿ ಆರೋಗ್ಯ ವಿಜ್ಞಾನಗಳ ವಿಶ್ವವಿದ್ಯಾಲಯ, ದಿಶಾಭಿಮಾನ ಫೌಂಡೇಶನ್ ಮತ್ತು ನಗರದ ವಿವಿಧ ವೈದ್ಯಕೀಯ ಕಾಲೇಜುಗಳ ಸಹಯೋಗದಲ್ಲಿ ಮಾ.6ರಂದು ನಗರದಲ್ಲಿ ಬೃಹತ್ ಜಾಗೃತಿ ಅಭಿಯಾನ ಆಯೋಜಿಸಲಾಗಿದೆ ಎಂದು ಡಾ.ರಮೇಶ ಬಿ.ಹೆಚ್ ತಿಳಿಸಿದರು. ನಗರದ ಖಾಸಗಿ ಹೋಟೆಲ್‌ನಲ್ಲಿ ಬುಧವಾರ ಸುದ್ದಿಗೋಷ್ಠಿಯಲ್ಲಿ ಮಾತನಾಡಿ, ಜಿಲ್ಲಾ ವ್ಯಾಪ್ತಿಯ ರಾಜೀವ್ ಗಾಂಧಿ ಆರೋಗ್ಯ ವಿಶ್ವವಿದ್ಯಾಲಯದ ಕರ್ನಾಟಕ ಸರ್ಕಾರ ಹಾಗೂ ಕಾಲೇಜುಗಳ ಸಹಯೋಗದಲ್ಲಿ ಈ ಕಾರ್ಯಕ್ರಮ ನಡೆಯಲಿದೆ. ಆರೋಗ್ಯದ ಬಗ್ಗೆ ಜನಜಾಗೃತಿ ಮೂಡಿಸುವ ಉದ್ದೇಶದಿಂದ ಈ ಅಭಿಯಾನ ಆಯೋಜಿಸಲಾಗಿದೆ ಎಂದರು.: [337, 1192, 534, 1473]
- shops-label: ಅಂಗಡಿಗಳು ಬಂದ್: [730, 999, 919, 1024]
- tech-col1: ರಾಯಚೂರು: ಕಲ್ಯಾಣ ಕರ್ನಾಟಕ ಭಾಗದ ಜನರ ಆರೋಗ್ಯ ರಕ್ಷಣೆಗೆ ಉನ್ನತ ತಂತ್ರಜ್ಞಾನದ ಯಂತ್ರೋಪಕರಣಗಳ ಅಳವಡಿಕೆಗೆ ಆದ್ಯತೆ ನೀಡಲಾಗುತ್ತಿದೆ ಎಂದು ಸಂಸ್ಥೆಯ ಅಧ್ಯಕ್ಷ ಎಸ್.ಆರ್.ರೆಡ್ಡಿ ಹೇಳಿದರು. ನಗರದ ಖಾಸಗಿ ಹೋಟೆಲ್‌ನಲ್ಲಿ ಬುಧವಾರ ಸುದ್ದಿಗೋಷ್ಠಿಯಲ್ಲಿ ಮಾತನಾಡಿ, ಆಸ್ಪತ್ರೆಯಲ್ಲಿ 15 ಕೋಟಿ ವೆಚ್ಚದ ಹೊಸ ಸಿಟಿ ಸ್ಕ್ಯಾನ್, ಎಂಆರ್‌ಐ ಯಂತ್ರಗಳನ್ನು ಅಳವಡಿಸಲಾಗಿದೆ. ಇದರಿಂದ ರೋಗಿಗಳಿಗೆ ಹೆಚ್ಚಿನ ಅನುಕೂಲವಾಗಲಿದೆ.: [772, 1889, 946, 2133]
